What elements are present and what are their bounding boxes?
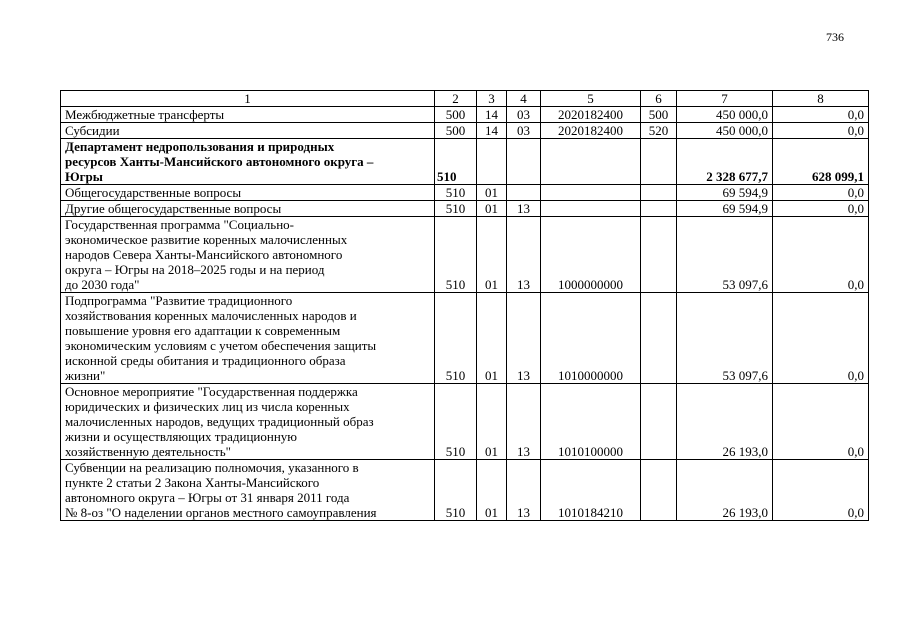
- row-ministry-code: 510: [435, 201, 477, 217]
- table-row: [61, 293, 869, 384]
- row-target-article: [541, 185, 641, 201]
- header-cell: 5: [541, 91, 641, 107]
- row-amount-federal: 0,0: [773, 384, 869, 460]
- row-expense-type: 520: [641, 123, 677, 139]
- row-subsection: 03: [507, 107, 541, 123]
- row-section: 01: [477, 293, 507, 384]
- row-name: Подпрограмма "Развитие традиционного хозяйствования коренных малочисленных народов и повышение уровня его адаптации к современным экономическим условиям с учетом обеспечения защиты исконной среды обитания и традиционного образа жизни": [61, 293, 435, 384]
- row-amount-federal: 0,0: [773, 217, 869, 293]
- header-cell: 8: [773, 91, 869, 107]
- table-row: [61, 123, 869, 139]
- row-section: [477, 139, 507, 185]
- row-name: Государственная программа "Социально- экономическое развитие коренных малочисленных народов Севера Ханты-Мансийского автономного округа – Югры на 2018–2025 годы и на период до 2030 года": [61, 217, 435, 293]
- row-name: Межбюджетные трансферты: [61, 107, 435, 123]
- row-subsection: 13: [507, 201, 541, 217]
- row-subsection: 03: [507, 123, 541, 139]
- row-ministry-code: 510: [435, 384, 477, 460]
- table-row: [61, 217, 869, 293]
- row-subsection: 13: [507, 293, 541, 384]
- table-row: [61, 201, 869, 217]
- row-amount: 69 594,9: [677, 201, 773, 217]
- budget-table: [60, 90, 869, 521]
- table-row: [61, 139, 869, 185]
- row-subsection: [507, 185, 541, 201]
- header-cell: 2: [435, 91, 477, 107]
- row-amount-federal: 0,0: [773, 123, 869, 139]
- row-subsection: 13: [507, 217, 541, 293]
- row-section: 01: [477, 384, 507, 460]
- row-target-article: 2020182400: [541, 123, 641, 139]
- table-row: [61, 384, 869, 460]
- row-name: Субвенции на реализацию полномочия, указанного в пункте 2 статьи 2 Закона Ханты-Мансийского автономного округа – Югры от 31 января 2011 года № 8-оз "О наделении органов местного самоуправления: [61, 460, 435, 521]
- row-amount: 53 097,6: [677, 217, 773, 293]
- header-cell: 3: [477, 91, 507, 107]
- row-subsection: 13: [507, 460, 541, 521]
- row-amount: 69 594,9: [677, 185, 773, 201]
- row-expense-type: [641, 217, 677, 293]
- row-expense-type: [641, 201, 677, 217]
- page-number: 736: [826, 30, 844, 44]
- row-ministry-code: 500: [435, 123, 477, 139]
- row-name: Другие общегосударственные вопросы: [61, 201, 435, 217]
- row-ministry-code: 510: [435, 293, 477, 384]
- row-target-article: 1010184210: [541, 460, 641, 521]
- row-section: 01: [477, 201, 507, 217]
- row-target-article: 1010000000: [541, 293, 641, 384]
- header-cell: 1: [61, 91, 435, 107]
- table-row: [61, 107, 869, 123]
- row-expense-type: [641, 293, 677, 384]
- row-expense-type: [641, 185, 677, 201]
- row-name: Основное мероприятие "Государственная поддержка юридических и физических лиц из числа коренных малочисленных народов, ведущих традиционный образ жизни и осуществляющих традиционную хозяйственную деятельность": [61, 384, 435, 460]
- row-ministry-code: 510: [435, 139, 477, 185]
- row-ministry-code: 500: [435, 107, 477, 123]
- row-section: 14: [477, 107, 507, 123]
- row-ministry-code: 510: [435, 185, 477, 201]
- row-name: Общегосударственные вопросы: [61, 185, 435, 201]
- header-cell: 6: [641, 91, 677, 107]
- row-amount: 26 193,0: [677, 384, 773, 460]
- row-expense-type: [641, 139, 677, 185]
- row-amount: 450 000,0: [677, 107, 773, 123]
- row-expense-type: 500: [641, 107, 677, 123]
- row-name: Департамент недропользования и природных ресурсов Ханты-Мансийского автономного округа – Югры: [61, 139, 435, 185]
- table-row: [61, 460, 869, 521]
- row-target-article: 1010100000: [541, 384, 641, 460]
- row-amount: 26 193,0: [677, 460, 773, 521]
- row-section: 01: [477, 185, 507, 201]
- row-target-article: 1000000000: [541, 217, 641, 293]
- row-amount: 53 097,6: [677, 293, 773, 384]
- row-amount-federal: 0,0: [773, 293, 869, 384]
- row-amount-federal: 0,0: [773, 201, 869, 217]
- row-target-article: 2020182400: [541, 107, 641, 123]
- row-amount-federal: 628 099,1: [773, 139, 869, 185]
- row-section: 01: [477, 217, 507, 293]
- row-expense-type: [641, 384, 677, 460]
- row-expense-type: [641, 460, 677, 521]
- row-subsection: [507, 139, 541, 185]
- row-amount-federal: 0,0: [773, 460, 869, 521]
- row-subsection: 13: [507, 384, 541, 460]
- row-amount: 2 328 677,7: [677, 139, 773, 185]
- row-ministry-code: 510: [435, 217, 477, 293]
- row-target-article: [541, 139, 641, 185]
- row-amount-federal: 0,0: [773, 107, 869, 123]
- row-name: Субсидии: [61, 123, 435, 139]
- row-ministry-code: 510: [435, 460, 477, 521]
- header-cell: 4: [507, 91, 541, 107]
- row-amount: 450 000,0: [677, 123, 773, 139]
- row-target-article: [541, 201, 641, 217]
- header-cell: 7: [677, 91, 773, 107]
- header-row: [61, 91, 869, 107]
- row-section: 14: [477, 123, 507, 139]
- row-section: 01: [477, 460, 507, 521]
- table-row: [61, 185, 869, 201]
- row-amount-federal: 0,0: [773, 185, 869, 201]
